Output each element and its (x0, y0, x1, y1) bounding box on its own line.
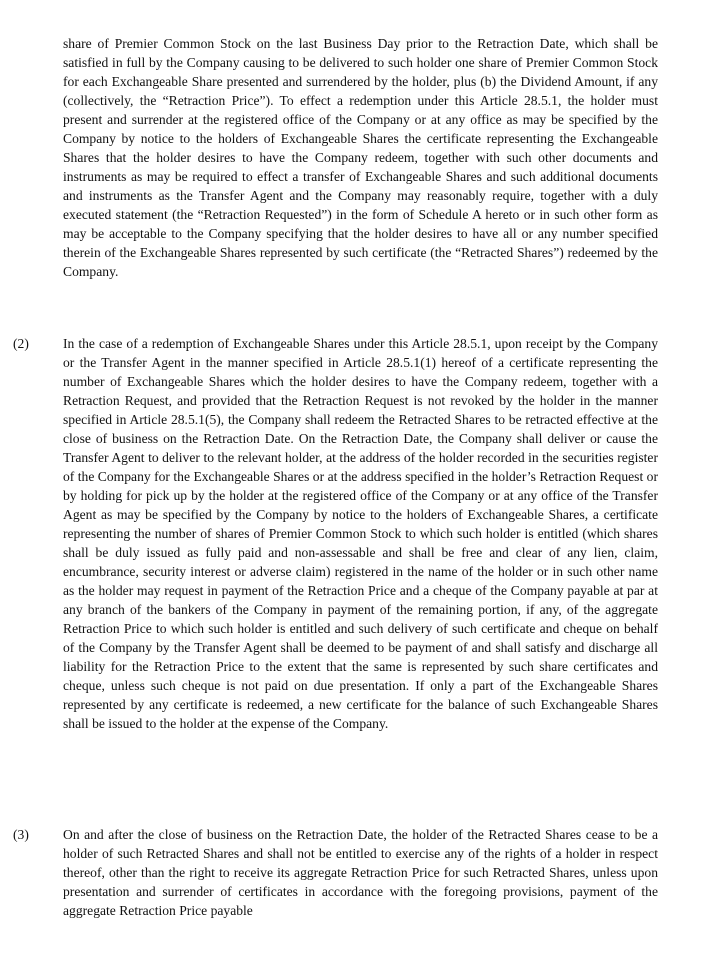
paragraph-2: In the case of a redemption of Exchangeable Shares under this Article 28.5.1, upon receipt by the Company or the Transfer Agent in the manner specified in Article 28.5.1(1) hereof of a certificate representing the number of Exchangeable Shares which the holder desires to have the Company redeem, together with a Retraction Request, and provided that the Retraction Request is not revoked by the holder in the manner specified in Article 28.5.1(5), the Company shall redeem the Retracted Shares to be retracted effective at the close of business on the Retraction Date. On the Retraction Date, the Company shall deliver or cause the Transfer Agent to deliver to the relevant holder, at the address of the holder recorded in the securities register of the Company for the Exchangeable Shares or at the address specified in the holder’s Retraction Request or by holding for pick up by the holder at the registered office of the Company or at any office of the Transfer Agent as may be specified by the Company by notice to the holders of Exchangeable Shares, a certificate representing the number of shares of Premier Common Stock to which such holder is entitled (which shares shall be duly issued as fully paid and non-assessable and shall be free and clear of any lien, claim, encumbrance, security interest or adverse claim) registered in the name of the holder or in such other name as the holder may request in payment of the Retraction Price and a cheque of the Company payable at par at any branch of the bankers of the Company in payment of the remaining portion, if any, of the aggregate Retraction Price to which such holder is entitled and such delivery of such certificate and cheque on behalf of the Company by the Transfer Agent shall be deemed to be payment of and shall satisfy and discharge all liability for the Retraction Price to the extent that the same is represented by such share certificates and cheque, unless such cheque is not paid on due presentation. If only a part of the Exchangeable Shares represented by any certificate is redeemed, a new certificate for the balance of such Exchangeable Shares shall be issued to the holder at the expense of the Company. (63, 336, 658, 731)
paragraph-3-number: (3) (13, 827, 29, 842)
paragraph-2-number: (2) (13, 336, 29, 351)
paragraph-1-continued: share of Premier Common Stock on the last Business Day prior to the Retraction Date, which shall be satisfied in full by the Company causing to be delivered to such holder one share of Premier Common Stock for each Exchangeable Share presented and surrendered by the holder, plus (b) the Dividend Amount, if any (collectively, the “Retraction Price”). To effect a redemption under this Article 28.5.1, the holder must present and surrender at the registered office of the Company or at any office as may be specified by the Company by notice to the holders of Exchangeable Shares the certificate representing the Exchangeable Shares that the holder desires to have the Company redeem, together with such other documents and instruments as may be required to effect a transfer of Exchangeable Shares and such additional documents and instruments as the Transfer Agent and the Company may reasonably require, together with a duly executed statement (the “Retraction Requested”) in the form of Schedule A hereto or in such other form as may be acceptable to the Company specifying that the holder desires to have all or any number specified therein of the Exchangeable Shares represented by such certificate (the “Retracted Shares”) redeemed by the Company. (63, 36, 658, 279)
paragraph-3: On and after the close of business on the Retraction Date, the holder of the Retracted Shares cease to be a holder of such Retracted Shares and shall not be entitled to exercise any of the rights of a holder in respect thereof, other than the right to receive its aggregate Retraction Price for such Retracted Shares, unless upon presentation and surrender of certificates in accordance with the foregoing provisions, payment of the aggregate Retraction Price payable (63, 827, 658, 918)
